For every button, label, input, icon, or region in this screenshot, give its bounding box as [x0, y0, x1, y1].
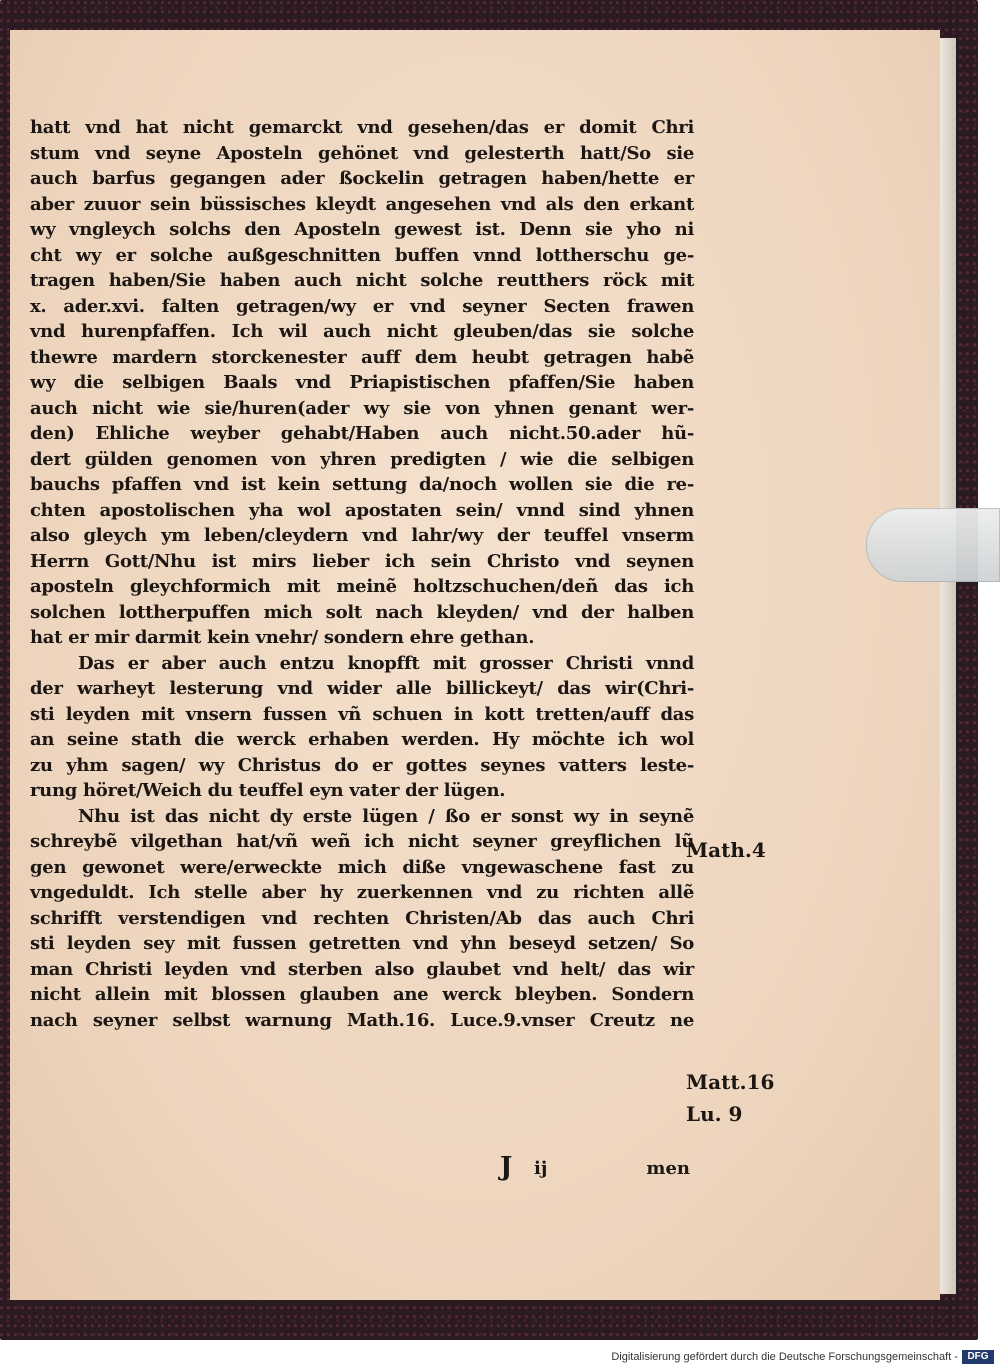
text-line: wy vngleych solchs den Aposteln gewest ist. Denn sie yho ni [30, 219, 694, 240]
text-line: der warheyt lesterung vnd wider alle billickeyt/ das wir(Chri- [30, 678, 694, 699]
text-line: dert gülden genomen von yhren predigten / wie die selbigen [30, 448, 694, 470]
text-line: tragen haben/Sie haben auch nicht solche reutthers röck mit [30, 270, 694, 291]
text-line: wy die selbigen Baals vnd Priapistischen pfaffen/Sie haben [30, 372, 694, 393]
text-line: Nhu ist das nicht dy erste lügen / ßo er sonst wy in seynẽ [78, 805, 694, 827]
catchword: men [646, 1158, 690, 1179]
margin-note-lu9: Lu. 9 [686, 1102, 743, 1126]
text-line: hatt vnd hat nicht gemarckt vnd gesehen/das er domit Chri [30, 117, 694, 138]
text-line: thewre mardern storckenester auff dem heubt getragen habẽ [30, 346, 694, 368]
text-line: nach seyner selbst warnung Math.16. Luce.9.vnser Creutz ne [30, 1009, 694, 1031]
text-line: vngeduldt. Ich stelle aber hy zuerkennen vnd zu richten allẽ [30, 882, 694, 903]
text-line: solchen lottherpuffen mich solt nach kleyden/ vnd der halben [30, 601, 694, 623]
text-line: gen gewonet were/erweckte mich diße vngewaschene fast zu [30, 856, 694, 878]
text-line: sti leyden mit vnsern fussen vñ schuen in kott tretten/auff das [30, 703, 694, 725]
text-line: stum vnd seyne Aposteln gehönet vnd gelesterth hatt/So sie [30, 142, 694, 164]
text-line: cht wy er solche außgeschnitten buffen vnnd lottherschu ge- [30, 244, 694, 266]
text-line: rung höret/Weich du teuffel eyn vater der lügen. [30, 780, 506, 801]
text-line: Das er aber auch entzu knopfft mit grosser Christi vnnd [78, 652, 694, 674]
text-line: x. ader.xvi. falten getragen/wy er vnd seyner Secten frawen [30, 295, 694, 317]
margin-note-matt16: Matt.16 [686, 1070, 775, 1094]
page-clip [866, 508, 1000, 582]
signature-numeral: ij [534, 1158, 548, 1179]
text-line: auch nicht wie sie/huren(ader wy sie von yhnen genant wer- [30, 397, 694, 419]
text-line: zu yhm sagen/ wy Christus do er gottes seynes vatters leste- [30, 754, 694, 776]
text-line: sti leyden sey mit fussen getretten vnd yhn beseyd setzen/ So [30, 933, 694, 954]
text-line: aposteln gleychformich mit meinẽ holtzschuchen/deñ das ich [30, 576, 694, 597]
dfg-logo: DFG [962, 1350, 994, 1364]
margin-note-math4: Math.4 [686, 838, 766, 862]
text-line: schrifft verstendigen vnd rechten Christen/Ab das auch Chri [30, 907, 694, 929]
footer-credit: Digitalisierung gefördert durch die Deutsche Forschungsgemeinschaft - [611, 1351, 958, 1363]
text-line: chten apostolischen yha wol apostaten sein/ vnnd sind yhnen [30, 499, 694, 521]
text-line: aber zuuor sein büssisches kleydt angesehen vnd als den erkant [30, 193, 694, 215]
text-line: hat er mir darmit kein vnehr/ sondern ehre gethan. [30, 627, 535, 648]
text-line: den) Ehliche weyber gehabt/Haben auch nicht.50.ader hũ- [30, 423, 694, 444]
text-line: man Christi leyden vnd sterben also glaubet vnd helt/ das wir [30, 958, 694, 980]
text-line: auch barfus gegangen ader ßockelin getragen haben/hette er [30, 168, 694, 189]
text-line: schreybẽ vilgethan hat/vñ weñ ich nicht seyner greyflichen lũ [30, 831, 694, 852]
text-line: Herrn Gott/Nhu ist mirs lieber ich sein Christo vnd seynen [30, 550, 694, 572]
signature-line [30, 1152, 694, 1188]
text-line: vnd hurenpfaffen. Ich wil auch nicht gleuben/das sie solche [30, 321, 694, 342]
text-line: also gleych ym leben/cleydern vnd lahr/wy der teuffel vnserm [30, 525, 694, 546]
text-line: an seine stath die werck erhaben werden. Hy möchte ich wol [30, 729, 694, 750]
signature-letter: J [500, 1152, 513, 1182]
text-line: bauchs pfaffen vnd ist kein settung da/noch wollen sie die re- [30, 474, 694, 495]
book-page [10, 30, 940, 1300]
body-text [30, 115, 694, 1033]
text-line: nicht allein mit blossen glauben ane werck bleyben. Sondern [30, 984, 694, 1005]
